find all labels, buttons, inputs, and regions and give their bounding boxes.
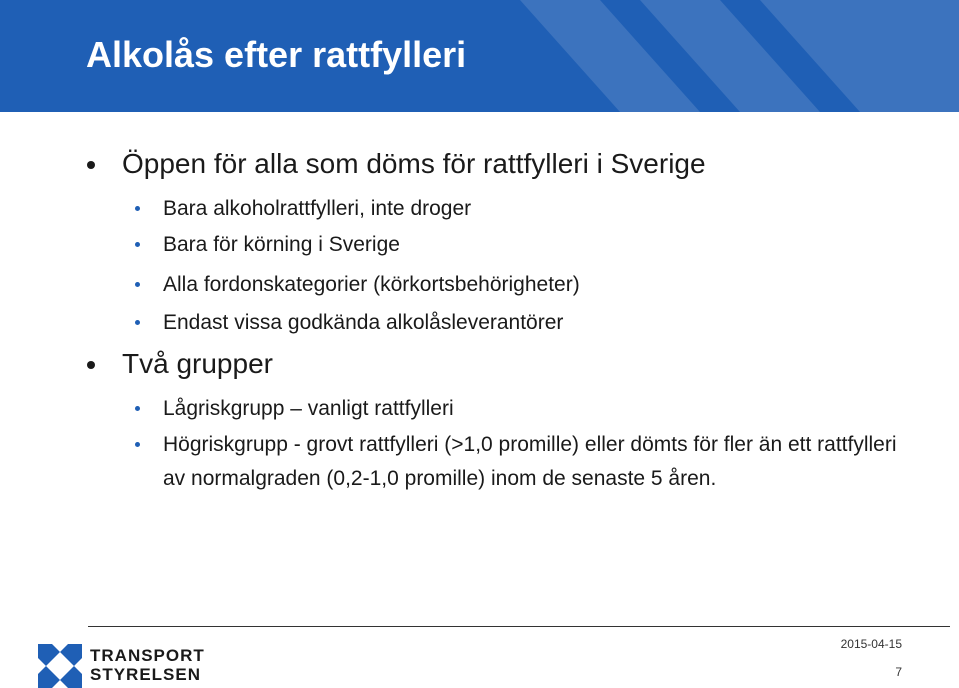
bullet-level1: Två grupper bbox=[122, 348, 273, 379]
bullet-level2: Högriskgrupp - grovt rattfylleri (>1,0 promille) eller dömts för fler än ett rattfylleri av normalgraden (0,2-1,0 promille) inom de senaste 5 åren. bbox=[163, 428, 913, 496]
bullet-level2: Bara alkoholrattfylleri, inte droger bbox=[163, 192, 471, 226]
page-number: 7 bbox=[895, 665, 902, 679]
slide-title: Alkolås efter rattfylleri bbox=[86, 34, 467, 75]
bullet-level2: Bara för körning i Sverige bbox=[163, 228, 400, 262]
logo-line1: TRANSPORT bbox=[90, 646, 205, 665]
logo-wordmark bbox=[90, 646, 205, 684]
slide-date: 2015-04-15 bbox=[840, 637, 902, 651]
bullet-level2: Lågriskgrupp – vanligt rattfylleri bbox=[163, 392, 454, 426]
footer-divider bbox=[88, 626, 950, 627]
bullet-level2: Endast vissa godkända alkolåsleverantörer bbox=[163, 306, 563, 340]
bullet-level2: Alla fordonskategorier (körkortsbehörigheter) bbox=[163, 268, 580, 302]
logo-line2: STYRELSEN bbox=[90, 665, 202, 684]
transportstyrelsen-logo-icon bbox=[38, 644, 82, 688]
bullet-level1: Öppen för alla som döms för rattfylleri i Sverige bbox=[122, 148, 706, 179]
